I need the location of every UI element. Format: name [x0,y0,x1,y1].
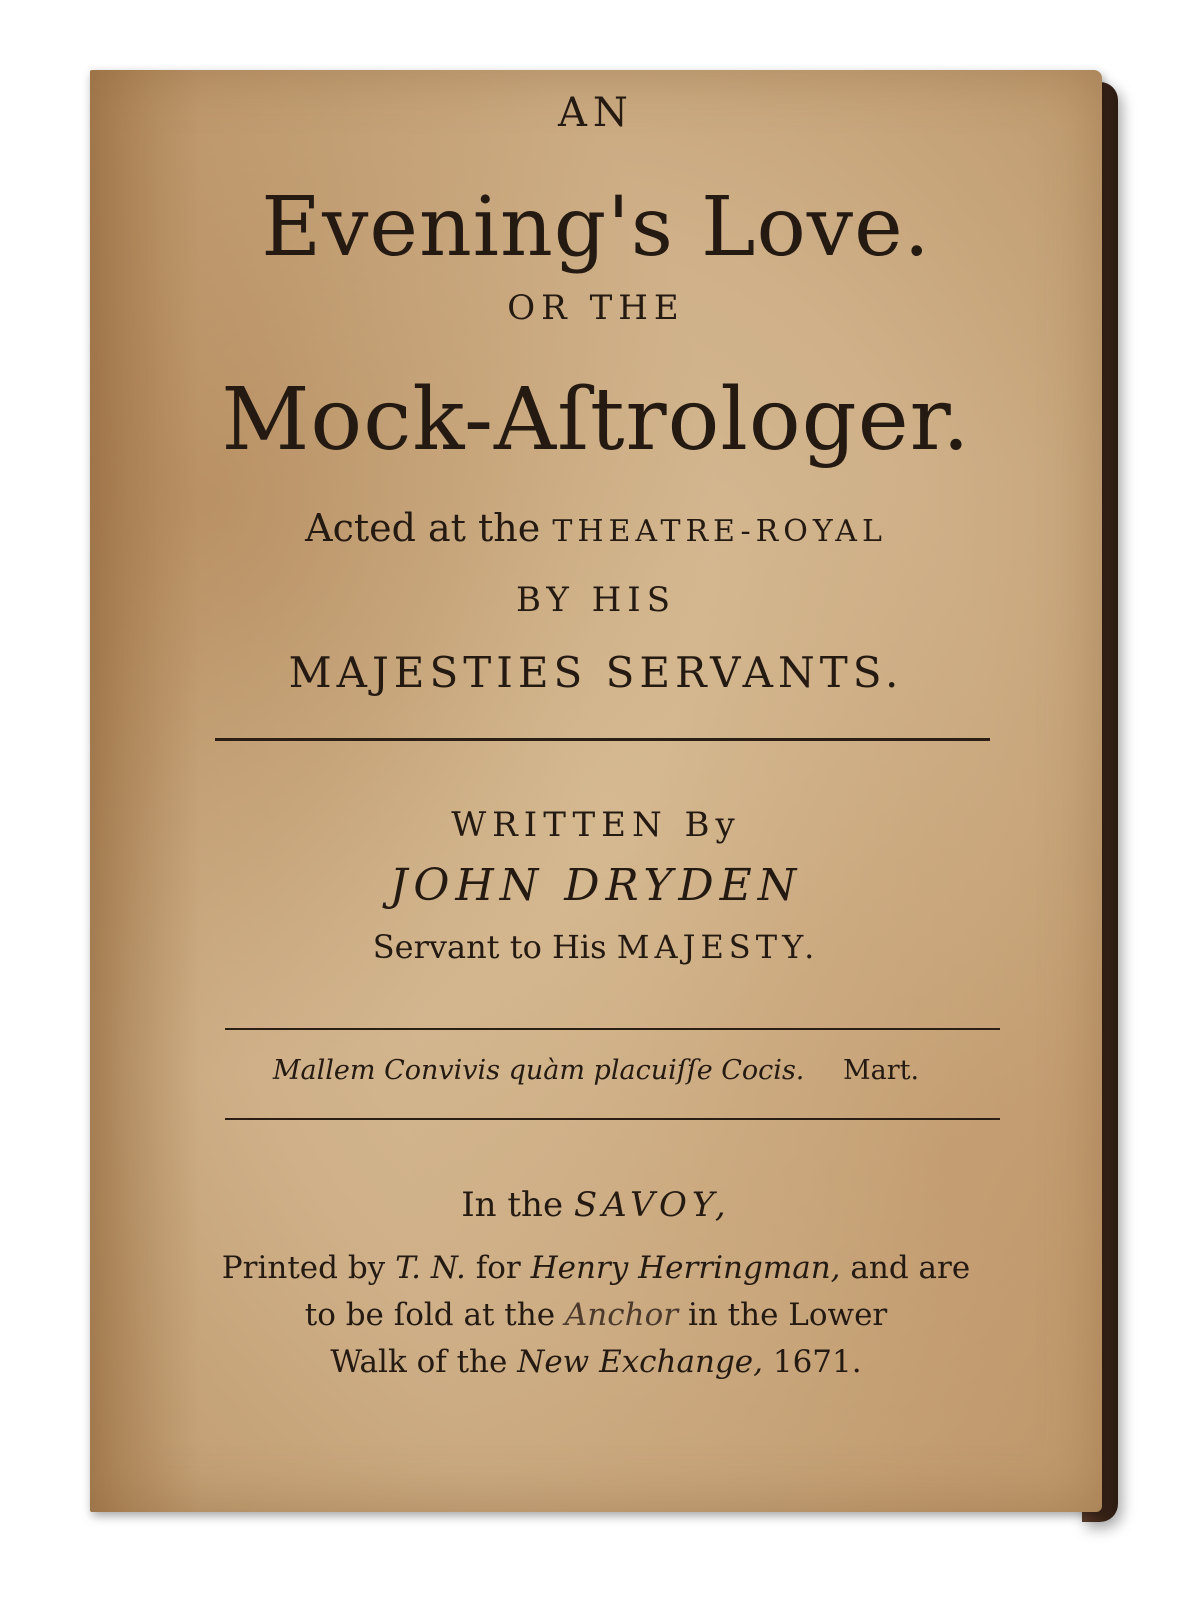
address-text: Walk of the [330,1344,518,1380]
epigraph: Mallem Convivis quàm placuiſſe Cocis. [272,1055,805,1086]
epigraph-source: Mart. [842,1055,920,1086]
printer-for: for [465,1250,531,1286]
imprint-sale [90,1297,1102,1333]
imprint-place [90,1185,1102,1225]
performance-line [90,506,1102,550]
title-page [90,70,1102,1512]
imprint-printer [90,1250,1102,1286]
printer-initials: T. N. [395,1250,466,1286]
imprint-year: 1671. [763,1344,862,1380]
written-by: WRITTEN By [451,805,741,845]
performance-text: Acted at the [305,506,553,550]
by-line: BY HIS [515,580,676,620]
printer-and: and are [840,1250,971,1286]
divider-rule-2 [225,1028,1000,1030]
title-connector: OR THE [507,288,685,328]
divider-rule-1 [215,738,990,741]
title-article: AN [558,90,634,136]
imprint-place-text: In the [461,1185,574,1225]
shop-sign: Anchor [564,1297,679,1333]
company-name: MAJESTIES SERVANTS. [288,648,904,697]
title-main: Evening's Love. [261,180,931,275]
author-title-line [90,928,1102,966]
author-name: JOHN DRYDEN [389,860,803,911]
imprint-place-name: SAVOY, [573,1185,731,1225]
publisher-name: Henry Herringman, [530,1250,841,1286]
sale-location: in the Lower [678,1297,888,1333]
theatre-name: THEATRE-ROYAL [552,514,887,549]
printer-text: Printed by [221,1250,396,1286]
subtitle: Mock-Aſtrologer. [221,370,971,470]
imprint-address [90,1344,1102,1380]
sale-text: to be ſold at the [304,1297,565,1333]
author-title-majesty: MAJESTY. [616,928,820,966]
author-title-text: Servant to His [372,928,617,966]
divider-rule-3 [225,1118,1000,1120]
exchange-name: New Exchange, [517,1344,763,1380]
epigraph-line [90,1055,1102,1086]
